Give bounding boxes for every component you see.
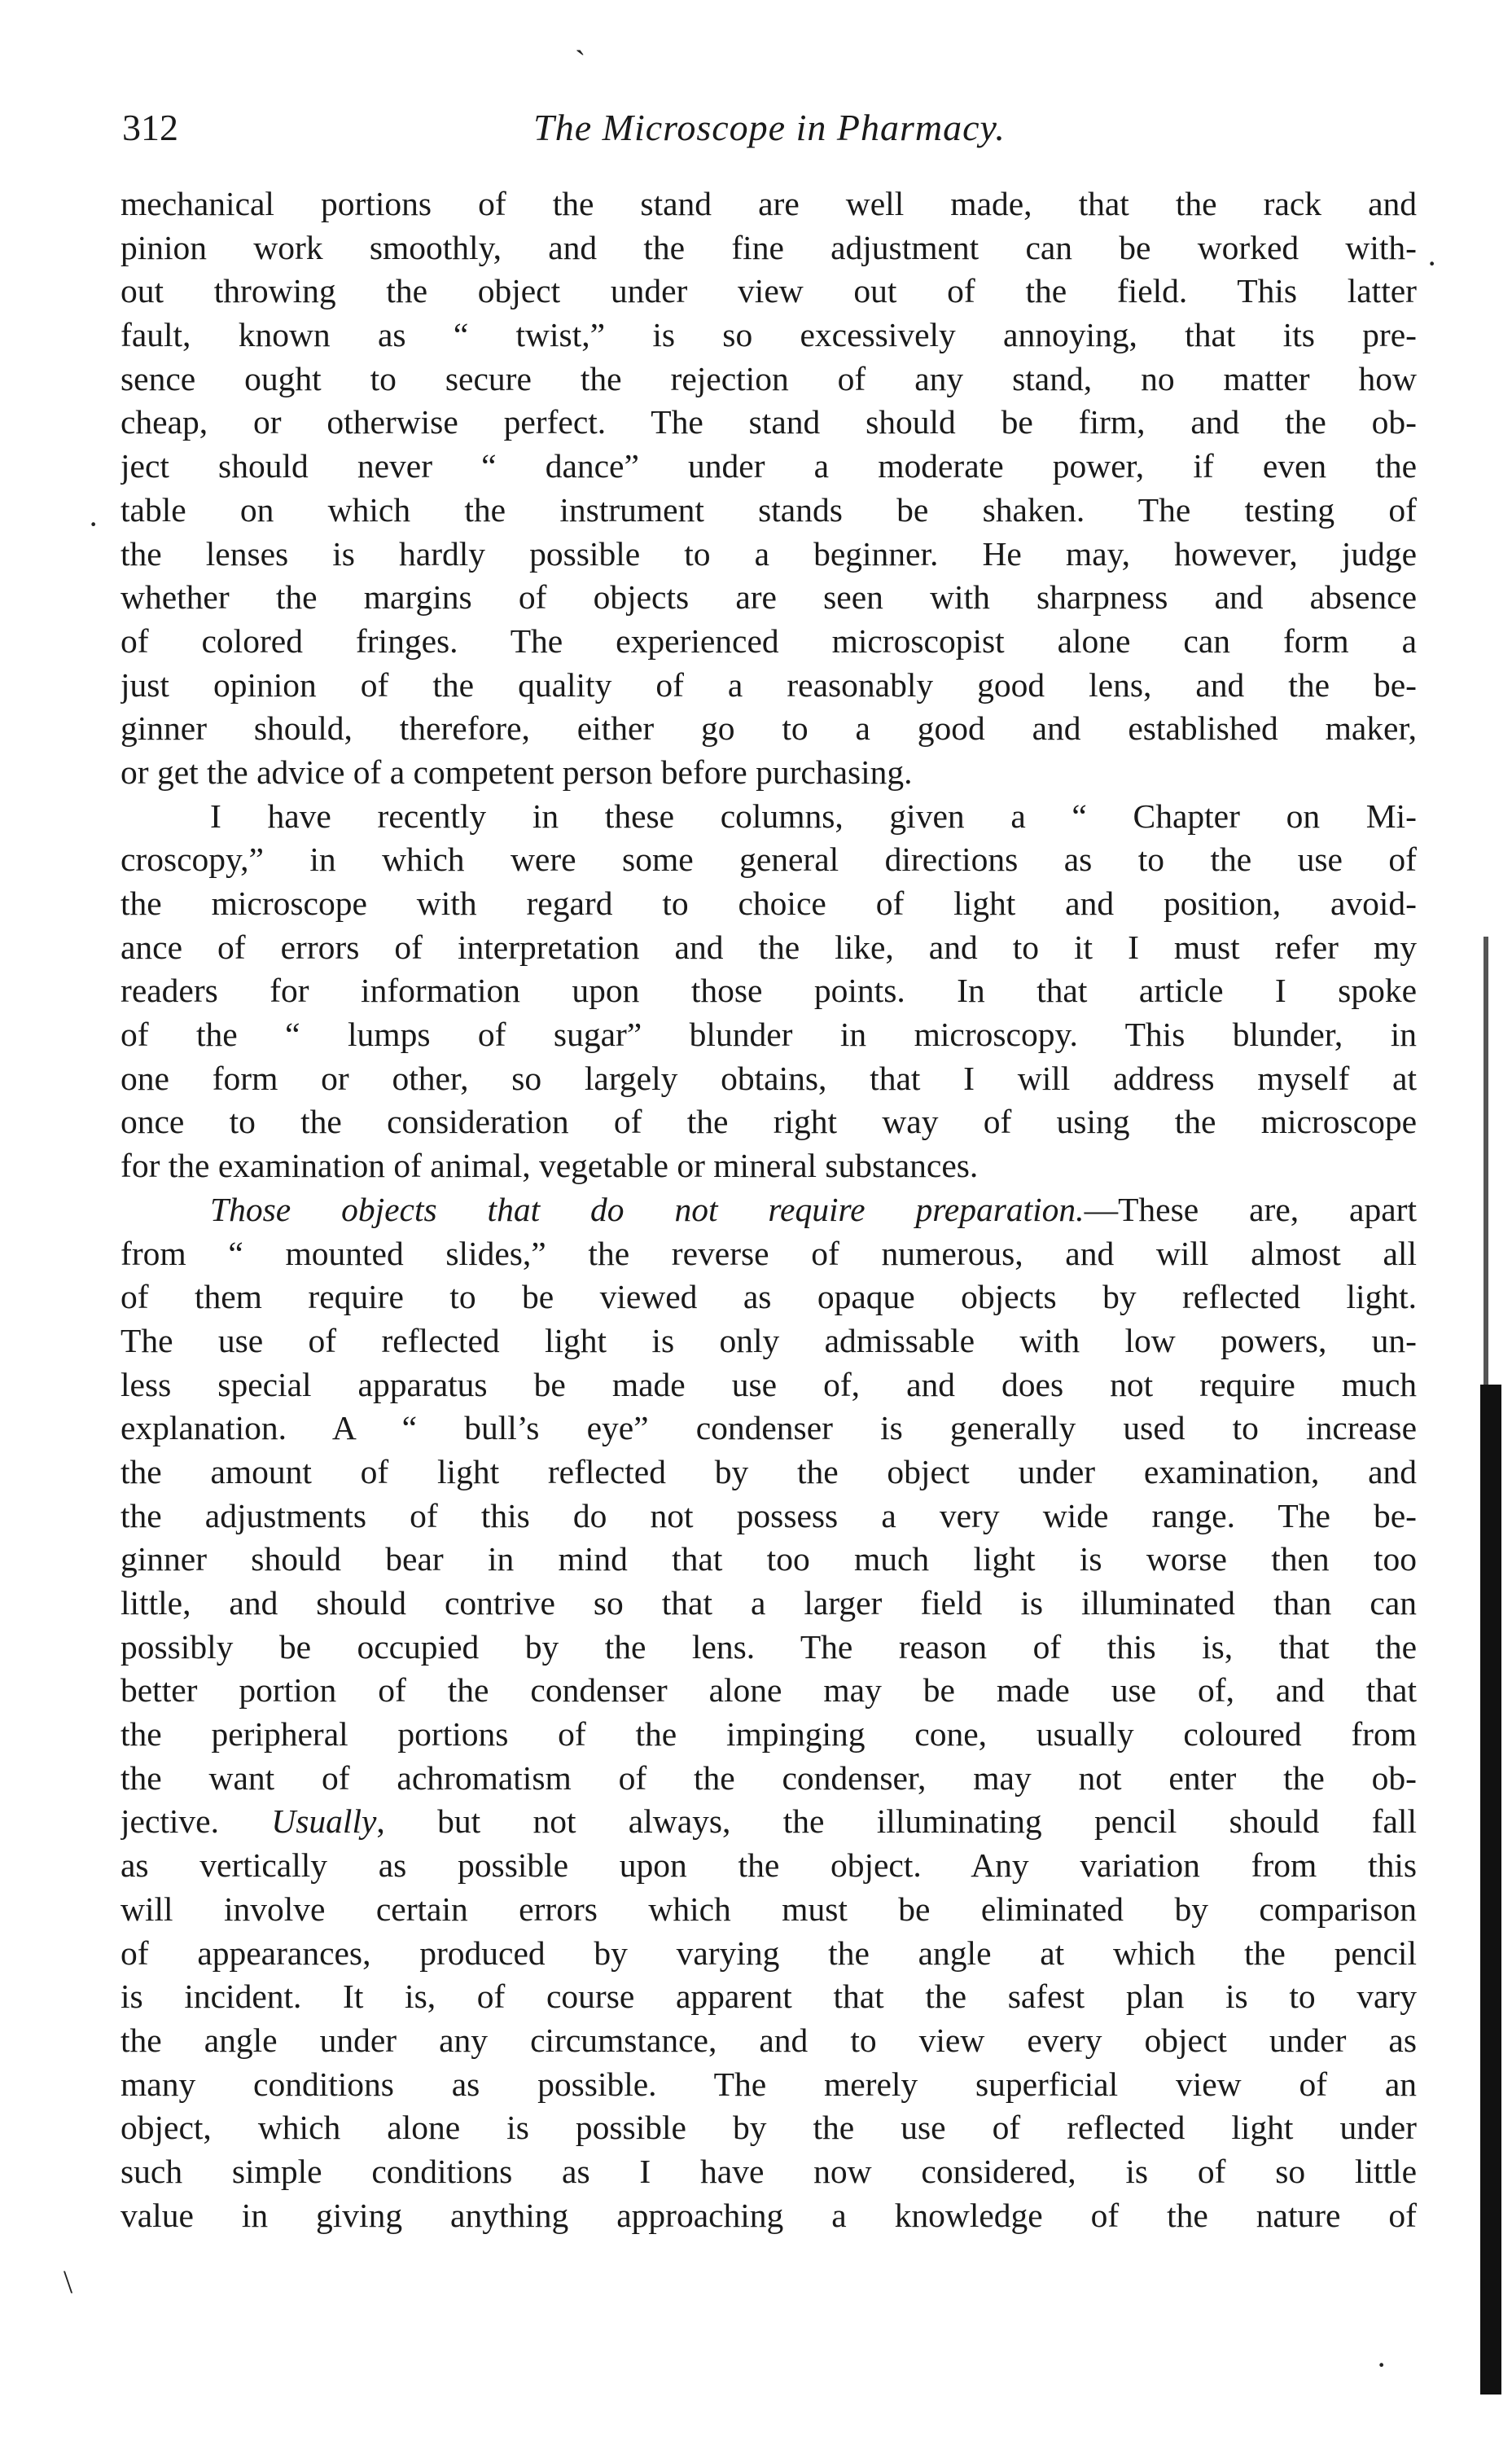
text-line: such simple conditions as I have now considered, is of so little [121,2152,1417,2190]
text-line: from “ mounted slides,” the reverse of numerous, and will almost all [121,1234,1417,1272]
scan-mark-right: · [1427,245,1438,282]
text-line: once to the consideration of the right way of using the microscope [121,1103,1417,1141]
scan-mark-top: ˏ [575,19,586,55]
scan-mark-bottom-right: · [1376,2346,1387,2383]
text-line: will involve certain errors which must be eliminated by comparison [121,1890,1417,1928]
text-line: or get the advice of a competent person before purchasing. [121,753,913,791]
text-line: is incident. It is, of course apparent that the safest plan is to vary [121,1978,1417,2016]
text-line: out throwing the object under view out of the field. This latter [121,272,1417,310]
text-line: object, which alone is possible by the use of reflected light under [121,2109,1417,2147]
text-line: the angle under any circumstance, and to view every object under as [121,2021,1417,2059]
text-line: of appearances, produced by varying the angle at which the pencil [121,1934,1417,1972]
text-line: croscopy,” in which were some general directions as to the use of [121,841,1417,879]
page-edge-shadow [1480,1385,1501,2395]
text-line: of the “ lumps of sugar” blunder in microscopy. This blunder, in [121,1016,1417,1054]
text-line: ginner should bear in mind that too much light is worse then too [121,1540,1417,1578]
text-line: sence ought to secure the rejection of any stand, no matter how [121,359,1417,397]
running-title: The Microscope in Pharmacy. [533,107,1006,148]
emphasis-usually: Usually [271,1802,377,1841]
text-line: the lenses is hardly possible to a beginner. He may, however, judge [121,534,1417,573]
text-line: the want of achromatism of the condenser, may not enter the ob- [121,1758,1417,1797]
text-line: for the examination of animal, vegetable or mineral substances. [121,1147,979,1185]
text-line-rest: —These are, apart [1084,1190,1417,1228]
scan-mark-left: · [88,506,99,542]
text-line [121,1188,1417,1232]
text-line: ance of errors of interpretation and the like, and to it I must refer my [121,928,1417,966]
page-edge-shadow [1484,937,1488,1393]
text-line: better portion of the condenser alone may be made use of, and that [121,1671,1417,1710]
text-line: readers for information upon those points. In that article I spoke [121,972,1417,1010]
text-line: ginner should, therefore, either go to a good and established maker, [121,709,1417,748]
text-line: less special apparatus be made use of, and does not require much [121,1365,1417,1403]
text-line: fault, known as “ twist,” is so excessively annoying, that its pre- [121,316,1417,354]
page-header [122,96,1417,161]
text-line: many conditions as possible. The merely superficial view of an [121,2065,1417,2103]
text-line: mechanical portions of the stand are well made, that the rack and [121,185,1417,222]
text-line: whether the margins of objects are seen with sharpness and absence [121,578,1417,617]
text-line: of them require to be viewed as opaque objects by reflected light. [121,1278,1417,1316]
text-line: little, and should contrive so that a larger field is illuminated than can [121,1584,1417,1622]
text-line: table on which the instrument stands be shaken. The testing of [121,490,1417,529]
scan-mark-bottom-left: \ [64,2263,73,2300]
section-heading: Those objects that do not require preparation. [210,1190,1085,1228]
text-line: of colored fringes. The experienced microscopist alone can form a [121,621,1417,660]
text-line-rest: , but not always, the illuminating pencil should fall [376,1802,1417,1841]
text-line: cheap, or otherwise perfect. The stand should be firm, and the ob- [121,403,1417,441]
text-line: the peripheral portions of the impinging cone, usually coloured from [121,1715,1417,1754]
text-line: pinion work smoothly, and the fine adjustment can be worked with- [121,228,1417,266]
text-line: explanation. A “ bull’s eye” condenser is generally used to increase [121,1409,1417,1447]
text-line: ject should never “ dance” under a moderate power, if even the [121,447,1417,485]
text-line: The use of reflected light is only admissable with low powers, un- [121,1321,1417,1359]
text-line: I have recently in these columns, given a “ Chapter on Mi- [210,797,1417,835]
body-text [121,182,1417,2237]
text-line-start: jective. [121,1802,272,1841]
text-line [121,1800,1417,1844]
text-line: the adjustments of this do not possess a very wide range. The be- [121,1496,1417,1534]
text-line: possibly be occupied by the lens. The reason of this is, that the [121,1627,1417,1666]
text-line: the amount of light reflected by the object under examination, and [121,1452,1417,1490]
text-line: one form or other, so largely obtains, that I will address myself at [121,1059,1417,1097]
text-line: just opinion of the quality of a reasonably good lens, and the be- [121,665,1417,704]
text-line: value in giving anything approaching a knowledge of the nature of [121,2196,1417,2234]
page-number: 312 [122,107,178,148]
text-line: as vertically as possible upon the object. Any variation from this [121,1846,1417,1885]
text-line: the microscope with regard to choice of light and position, avoid- [121,885,1417,922]
